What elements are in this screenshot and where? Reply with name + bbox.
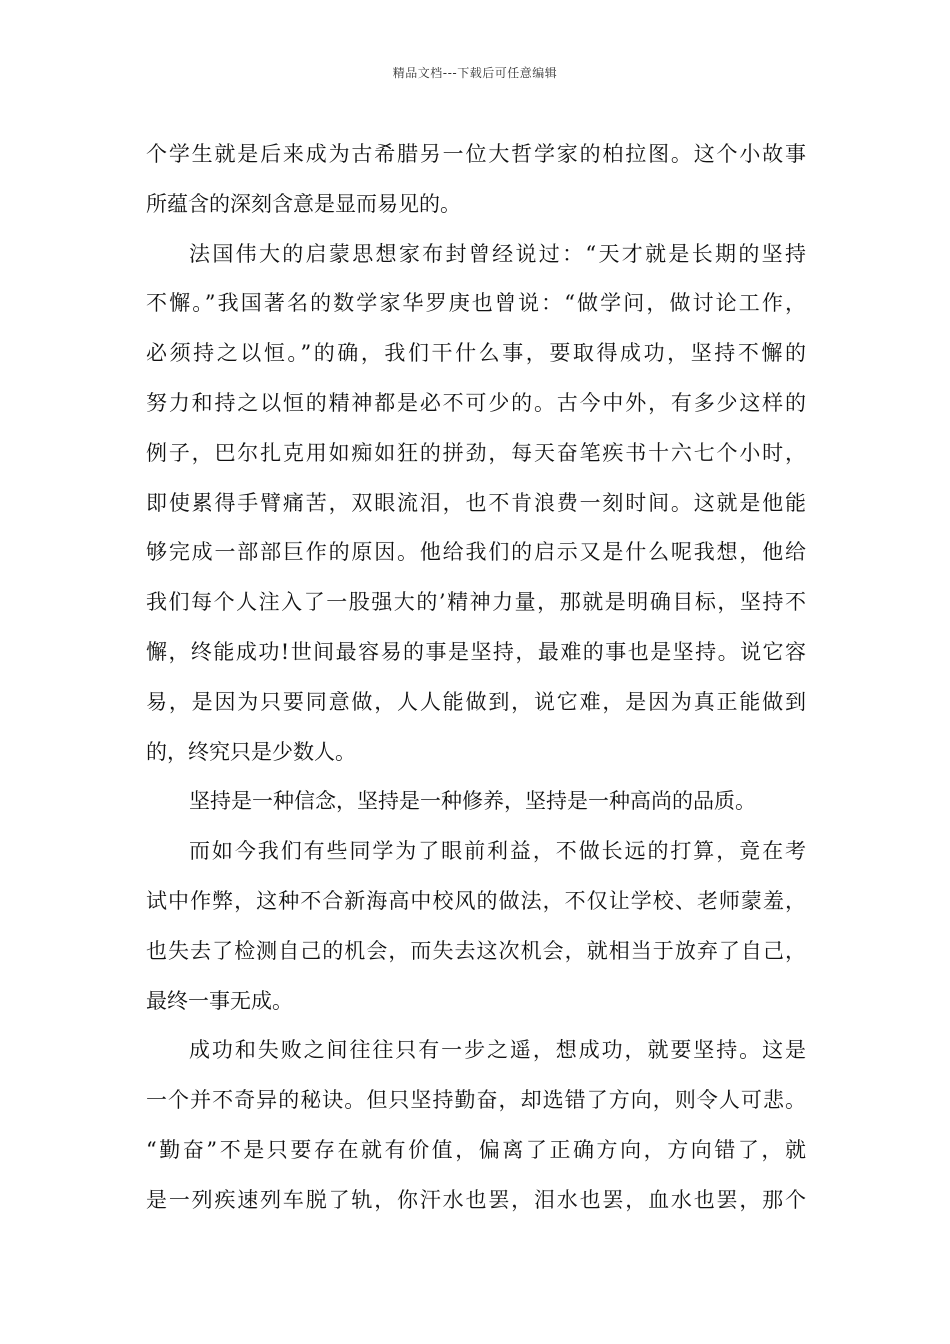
text-line: 而如今我们有些同学为了眼前利益，不做长远的打算，竟在考 (189, 839, 806, 864)
text-line: 也失去了检测自己的机会，而失去这次机会，就相当于放弃了自己， (146, 938, 806, 963)
text-line: 够完成一部部巨作的原因。他给我们的启示又是什么呢我想，他给 (146, 540, 806, 565)
text-line: 懈，终能成功!世间最容易的事是坚持，最难的事也是坚持。说它容 (146, 639, 806, 664)
text-line: 试中作弊，这种不合新海高中校风的做法，不仅让学校、老师蒙羞， (146, 888, 806, 913)
text-line: 所蕴含的深刻含意是显而易见的。 (146, 191, 461, 216)
text-line: 的，终究只是少数人。 (146, 739, 356, 764)
text-line: 成功和失败之间往往只有一步之遥，想成功，就要坚持。这是 (189, 1038, 806, 1063)
text-line: 坚持是一种信念，坚持是一种修养，坚持是一种高尚的品质。 (189, 789, 756, 814)
text-line: 不懈。”我国著名的数学家华罗庚也曾说：“做学问，做讨论工作， (146, 291, 806, 316)
text-line: 最终一事无成。 (146, 988, 293, 1013)
text-line: 个学生就是后来成为古希腊另一位大哲学家的柏拉图。这个小故事 (146, 142, 806, 166)
text-line: 即使累得手臂痛苦，双眼流泪，也不肯浪费一刻时间。这就是他能 (146, 490, 806, 515)
text-line: 是一列疾速列车脱了轨，你汗水也罢，泪水也罢，血水也罢，那个 (146, 1187, 806, 1212)
text-line: 易，是因为只要同意做，人人能做到，说它难，是因为真正能做到 (146, 689, 806, 714)
text-line: “勤奋”不是只要存在就有价值，偏离了正确方向，方向错了，就 (146, 1137, 806, 1162)
text-line: 努力和持之以恒的精神都是必不可少的。古今中外，有多少这样的 (146, 390, 806, 415)
text-line: 我们每个人注入了一股强大的’精神力量，那就是明确目标，坚持不 (146, 590, 806, 615)
text-line: 一个并不奇异的秘诀。但只坚持勤奋，却选错了方向，则令人可悲。 (146, 1088, 806, 1113)
text-line: 例子，巴尔扎克用如痴如狂的拼劲，每天奋笔疾书十六七个小时， (146, 440, 806, 465)
document-body (146, 130, 806, 1226)
page-header: 精品文档---下载后可任意编辑 (392, 66, 558, 80)
text-line: 法国伟大的启蒙思想家布封曾经说过：“天才就是长期的坚持 (189, 241, 806, 266)
text-line: 必须持之以恒。”的确，我们干什么事，要取得成功，坚持不懈的 (146, 341, 806, 366)
